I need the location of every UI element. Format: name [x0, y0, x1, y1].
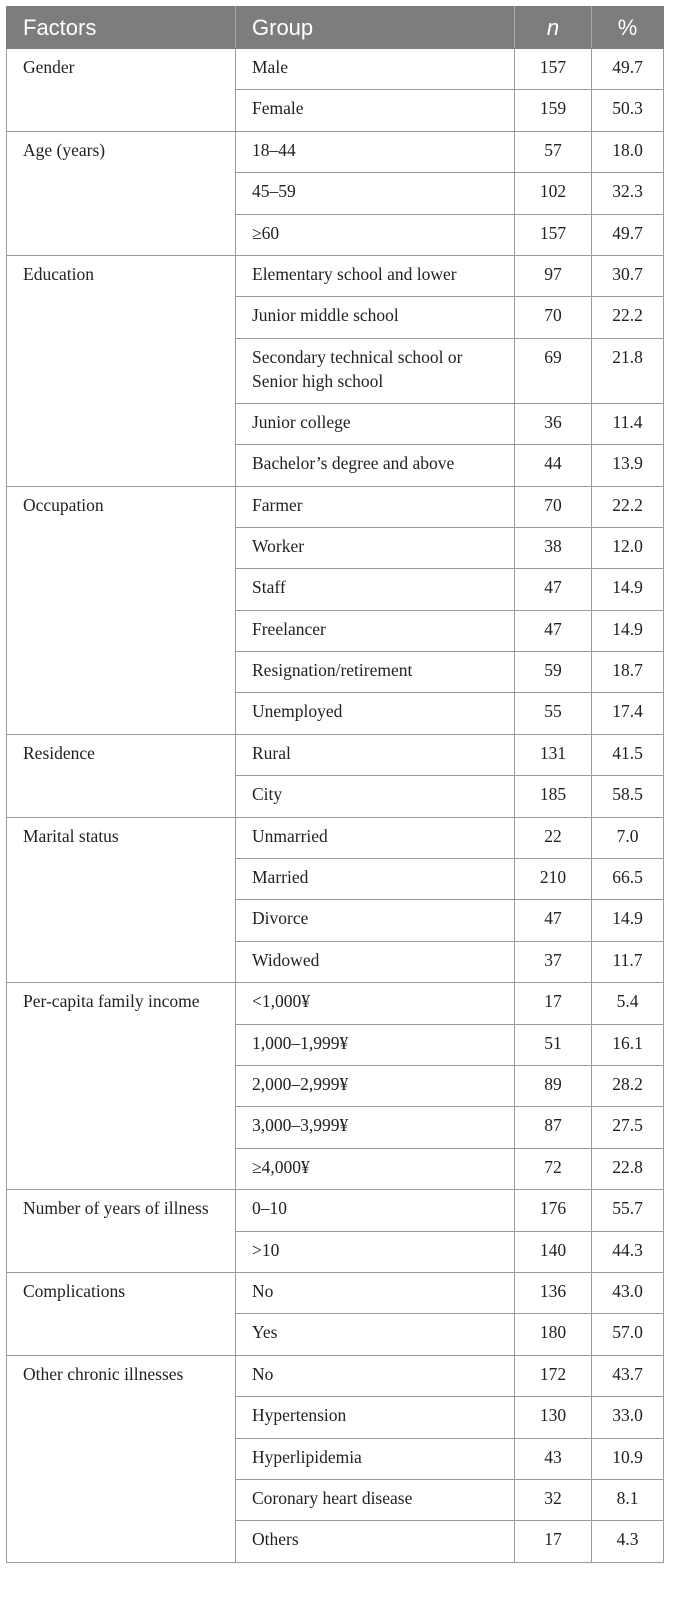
- percent-cell: 4.3: [592, 1521, 664, 1562]
- group-cell: 3,000–3,999¥: [236, 1107, 515, 1148]
- table-row: [7, 983, 664, 1024]
- count-cell: 157: [515, 49, 592, 90]
- count-cell: 140: [515, 1231, 592, 1272]
- count-cell: 185: [515, 776, 592, 817]
- factor-cell: Number of years of illness: [7, 1190, 236, 1273]
- count-cell: 43: [515, 1438, 592, 1479]
- count-cell: 47: [515, 569, 592, 610]
- count-cell: 51: [515, 1024, 592, 1065]
- header-percent: %: [592, 7, 664, 49]
- count-cell: 210: [515, 859, 592, 900]
- group-cell: <1,000¥: [236, 983, 515, 1024]
- percent-cell: 14.9: [592, 610, 664, 651]
- group-cell: Others: [236, 1521, 515, 1562]
- percent-cell: 17.4: [592, 693, 664, 734]
- group-cell: 45–59: [236, 173, 515, 214]
- percent-cell: 49.7: [592, 214, 664, 255]
- percent-cell: 50.3: [592, 90, 664, 131]
- count-cell: 159: [515, 90, 592, 131]
- count-cell: 37: [515, 941, 592, 982]
- group-cell: Staff: [236, 569, 515, 610]
- percent-cell: 41.5: [592, 734, 664, 775]
- percent-cell: 22.2: [592, 486, 664, 527]
- percent-cell: 43.7: [592, 1355, 664, 1396]
- percent-cell: 18.0: [592, 131, 664, 172]
- percent-cell: 55.7: [592, 1190, 664, 1231]
- header-factors: Factors: [7, 7, 236, 49]
- percent-cell: 32.3: [592, 173, 664, 214]
- table-row: [7, 255, 664, 296]
- count-cell: 172: [515, 1355, 592, 1396]
- factor-cell: Complications: [7, 1272, 236, 1355]
- percent-cell: 28.2: [592, 1065, 664, 1106]
- percent-cell: 13.9: [592, 445, 664, 486]
- count-cell: 157: [515, 214, 592, 255]
- percent-cell: 30.7: [592, 255, 664, 296]
- header-group: Group: [236, 7, 515, 49]
- percent-cell: 16.1: [592, 1024, 664, 1065]
- count-cell: 70: [515, 486, 592, 527]
- count-cell: 59: [515, 652, 592, 693]
- factor-cell: Age (years): [7, 131, 236, 255]
- group-cell: Elementary school and lower: [236, 255, 515, 296]
- group-cell: Unemployed: [236, 693, 515, 734]
- count-cell: 17: [515, 1521, 592, 1562]
- table-row: [7, 49, 664, 90]
- group-cell: Junior college: [236, 403, 515, 444]
- percent-cell: 58.5: [592, 776, 664, 817]
- count-cell: 38: [515, 527, 592, 568]
- count-cell: 47: [515, 610, 592, 651]
- percent-cell: 11.4: [592, 403, 664, 444]
- count-cell: 32: [515, 1479, 592, 1520]
- header-row: [7, 7, 664, 49]
- table-row: [7, 1355, 664, 1396]
- count-cell: 136: [515, 1272, 592, 1313]
- group-cell: Unmarried: [236, 817, 515, 858]
- group-cell: Widowed: [236, 941, 515, 982]
- group-cell: Divorce: [236, 900, 515, 941]
- header-n: n: [515, 7, 592, 49]
- percent-cell: 22.2: [592, 297, 664, 338]
- percent-cell: 8.1: [592, 1479, 664, 1520]
- count-cell: 69: [515, 338, 592, 403]
- count-cell: 176: [515, 1190, 592, 1231]
- group-cell: City: [236, 776, 515, 817]
- group-cell: No: [236, 1355, 515, 1396]
- count-cell: 57: [515, 131, 592, 172]
- factor-cell: Residence: [7, 734, 236, 817]
- count-cell: 97: [515, 255, 592, 296]
- group-cell: 0–10: [236, 1190, 515, 1231]
- percent-cell: 33.0: [592, 1397, 664, 1438]
- group-cell: Male: [236, 49, 515, 90]
- percent-cell: 14.9: [592, 569, 664, 610]
- group-cell: Yes: [236, 1314, 515, 1355]
- percent-cell: 18.7: [592, 652, 664, 693]
- count-cell: 47: [515, 900, 592, 941]
- group-cell: Worker: [236, 527, 515, 568]
- table-body: [7, 49, 664, 1563]
- count-cell: 131: [515, 734, 592, 775]
- count-cell: 22: [515, 817, 592, 858]
- factor-cell: Education: [7, 255, 236, 486]
- group-cell: Hyperlipidemia: [236, 1438, 515, 1479]
- group-cell: Junior middle school: [236, 297, 515, 338]
- table-header: [7, 7, 664, 49]
- group-cell: Married: [236, 859, 515, 900]
- table-row: [7, 486, 664, 527]
- group-cell: No: [236, 1272, 515, 1313]
- demographics-table: [6, 6, 664, 1563]
- group-cell: 18–44: [236, 131, 515, 172]
- percent-cell: 66.5: [592, 859, 664, 900]
- percent-cell: 12.0: [592, 527, 664, 568]
- count-cell: 102: [515, 173, 592, 214]
- percent-cell: 43.0: [592, 1272, 664, 1313]
- group-cell: Female: [236, 90, 515, 131]
- table-row: [7, 817, 664, 858]
- percent-cell: 49.7: [592, 49, 664, 90]
- count-cell: 70: [515, 297, 592, 338]
- group-cell: Resignation/retirement: [236, 652, 515, 693]
- table-row: [7, 131, 664, 172]
- percent-cell: 7.0: [592, 817, 664, 858]
- group-cell: Bachelor’s degree and above: [236, 445, 515, 486]
- percent-cell: 14.9: [592, 900, 664, 941]
- group-cell: ≥60: [236, 214, 515, 255]
- percent-cell: 27.5: [592, 1107, 664, 1148]
- count-cell: 44: [515, 445, 592, 486]
- percent-cell: 5.4: [592, 983, 664, 1024]
- count-cell: 89: [515, 1065, 592, 1106]
- count-cell: 180: [515, 1314, 592, 1355]
- group-cell: ≥4,000¥: [236, 1148, 515, 1189]
- group-cell: Coronary heart disease: [236, 1479, 515, 1520]
- count-cell: 130: [515, 1397, 592, 1438]
- percent-cell: 11.7: [592, 941, 664, 982]
- percent-cell: 21.8: [592, 338, 664, 403]
- percent-cell: 57.0: [592, 1314, 664, 1355]
- count-cell: 87: [515, 1107, 592, 1148]
- group-cell: Freelancer: [236, 610, 515, 651]
- table-row: [7, 1272, 664, 1313]
- group-cell: 2,000–2,999¥: [236, 1065, 515, 1106]
- group-cell: Secondary technical school or Senior high school: [236, 338, 515, 403]
- count-cell: 72: [515, 1148, 592, 1189]
- group-cell: Hypertension: [236, 1397, 515, 1438]
- count-cell: 17: [515, 983, 592, 1024]
- group-cell: Farmer: [236, 486, 515, 527]
- factor-cell: Marital status: [7, 817, 236, 983]
- group-cell: >10: [236, 1231, 515, 1272]
- factor-cell: Other chronic illnesses: [7, 1355, 236, 1562]
- factor-cell: Per-capita family income: [7, 983, 236, 1190]
- group-cell: Rural: [236, 734, 515, 775]
- percent-cell: 44.3: [592, 1231, 664, 1272]
- count-cell: 36: [515, 403, 592, 444]
- group-cell: 1,000–1,999¥: [236, 1024, 515, 1065]
- table-row: [7, 734, 664, 775]
- count-cell: 55: [515, 693, 592, 734]
- percent-cell: 22.8: [592, 1148, 664, 1189]
- factor-cell: Gender: [7, 49, 236, 132]
- percent-cell: 10.9: [592, 1438, 664, 1479]
- factor-cell: Occupation: [7, 486, 236, 734]
- table-row: [7, 1190, 664, 1231]
